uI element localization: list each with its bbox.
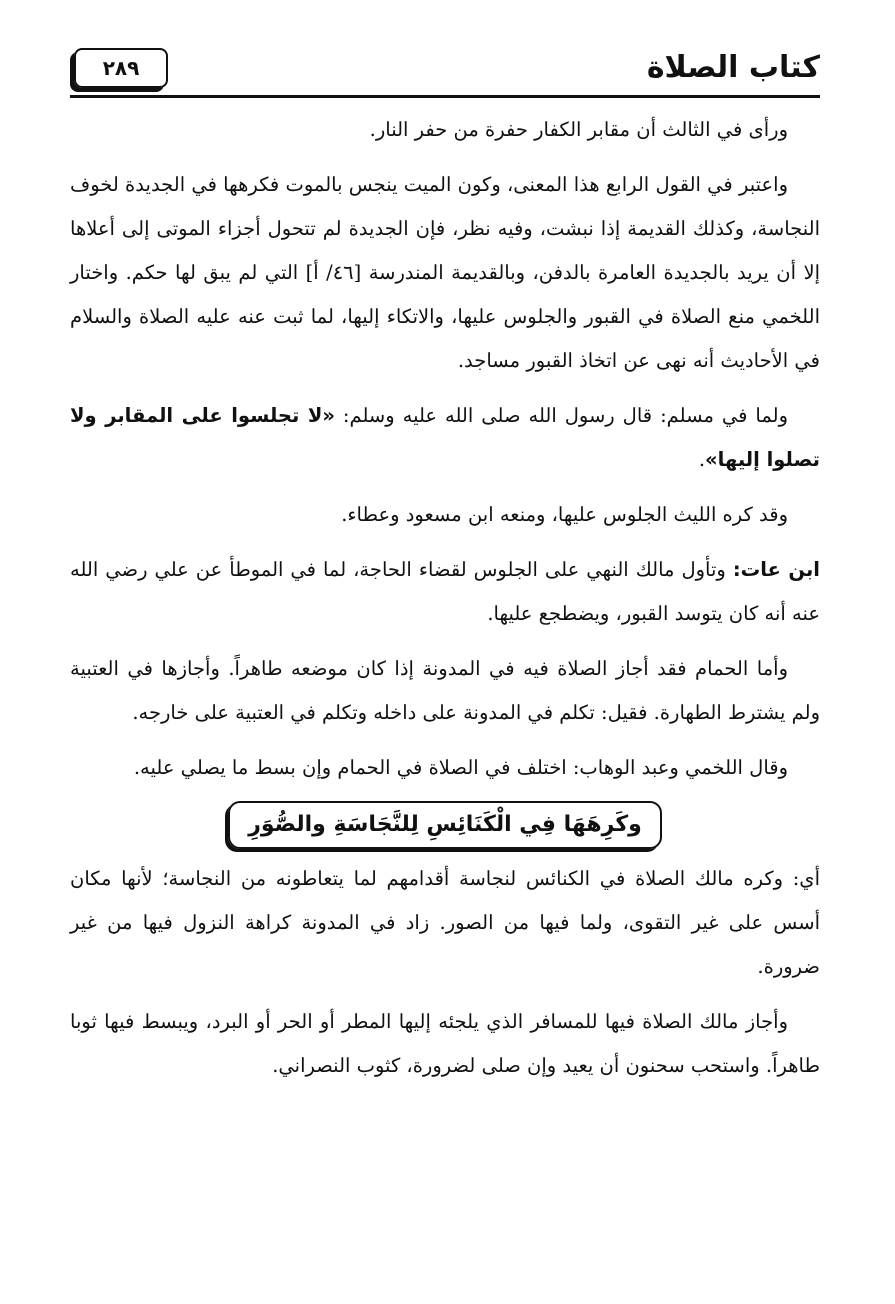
paragraph-6: وأما الحمام فقد أجاز الصلاة فيه في المدونة إذا كان موضعه طاهراً. وأجازها في العتبية ولم يشترط الطهارة. فقيل: تكلم في المدونة على داخله وتكلم في العتبية على خارجه. bbox=[70, 657, 820, 724]
page-header bbox=[70, 44, 820, 96]
header-rule bbox=[70, 95, 820, 98]
page-number: ٢٨٩ bbox=[74, 48, 168, 88]
paragraph-2: واعتبر في القول الرابع هذا المعنى، وكون الميت ينجس بالموت فكرهها في الجديدة لخوف النجاسة، وكذلك القديمة إذا نبشت، وفيه نظر، فإن الجديدة لم تتحول أجزاء الموتى إلى أعلاها إلا أن يريد بالجديدة العامرة بالدفن، وبالقديمة المندرسة [٤٦/ أ] التي لم يبق لها حكم. واختار اللخمي منع الصلاة في القبور والجلوس عليها، والاتكاء إليها، لما ثبت عنه عليه الصلاة والسلام في الأحاديث أنه نهى عن اتخاذ القبور مساجد. bbox=[70, 173, 820, 372]
paragraph-3-hadith bbox=[70, 394, 820, 482]
hadith-text: «لا تجلسوا على المقابر ولا تصلوا إليها» bbox=[70, 404, 820, 471]
matn-container bbox=[70, 801, 820, 849]
paragraph-4: وقد كره الليث الجلوس عليها، ومنعه ابن مسعود وعطاء. bbox=[341, 503, 788, 526]
paragraph-8: أي: وكره مالك الصلاة في الكنائس لنجاسة أقدامهم لما يتعاطونه من النجاسة؛ لأنها مكان أسس على غير التقوى، ولما فيها من الصور. زاد في المدونة كراهة النزول فيها من غير ضرورة. bbox=[70, 867, 820, 978]
paragraph-9: وأجاز مالك الصلاة فيها للمسافر الذي يلجئه إليها المطر أو الحر أو البرد، ويبسط فيها ثوبا طاهراً. واستحب سحنون أن يعيد وإن صلى لضرورة، كثوب النصراني. bbox=[70, 1010, 820, 1077]
hadith-end: . bbox=[698, 448, 706, 471]
paragraph-7: وقال اللخمي وعبد الوهاب: اختلف في الصلاة في الحمام وإن بسط ما يصلي عليه. bbox=[133, 756, 788, 779]
page-body bbox=[70, 108, 820, 1099]
hadith-intro: ولما في مسلم: قال رسول الله صلى الله عليه وسلم: bbox=[334, 404, 788, 427]
paragraph-1: ورأى في الثالث أن مقابر الكفار حفرة من حفر النار. bbox=[369, 118, 788, 141]
speaker-label: ابن عات: bbox=[732, 558, 820, 581]
paragraph-5 bbox=[70, 548, 820, 636]
speaker-text: وتأول مالك النهي على الجلوس لقضاء الحاجة، لما في الموطأ عن علي رضي الله عنه أنه كان يتوسد القبور، ويضطجع عليها. bbox=[70, 558, 820, 625]
matn-heading: وكَرِهَهَا فِي الْكَنَائِسِ لِلنَّجَاسَةِ والصُّوَرِ bbox=[228, 801, 662, 849]
book-title: كتاب الصلاة bbox=[646, 50, 820, 85]
